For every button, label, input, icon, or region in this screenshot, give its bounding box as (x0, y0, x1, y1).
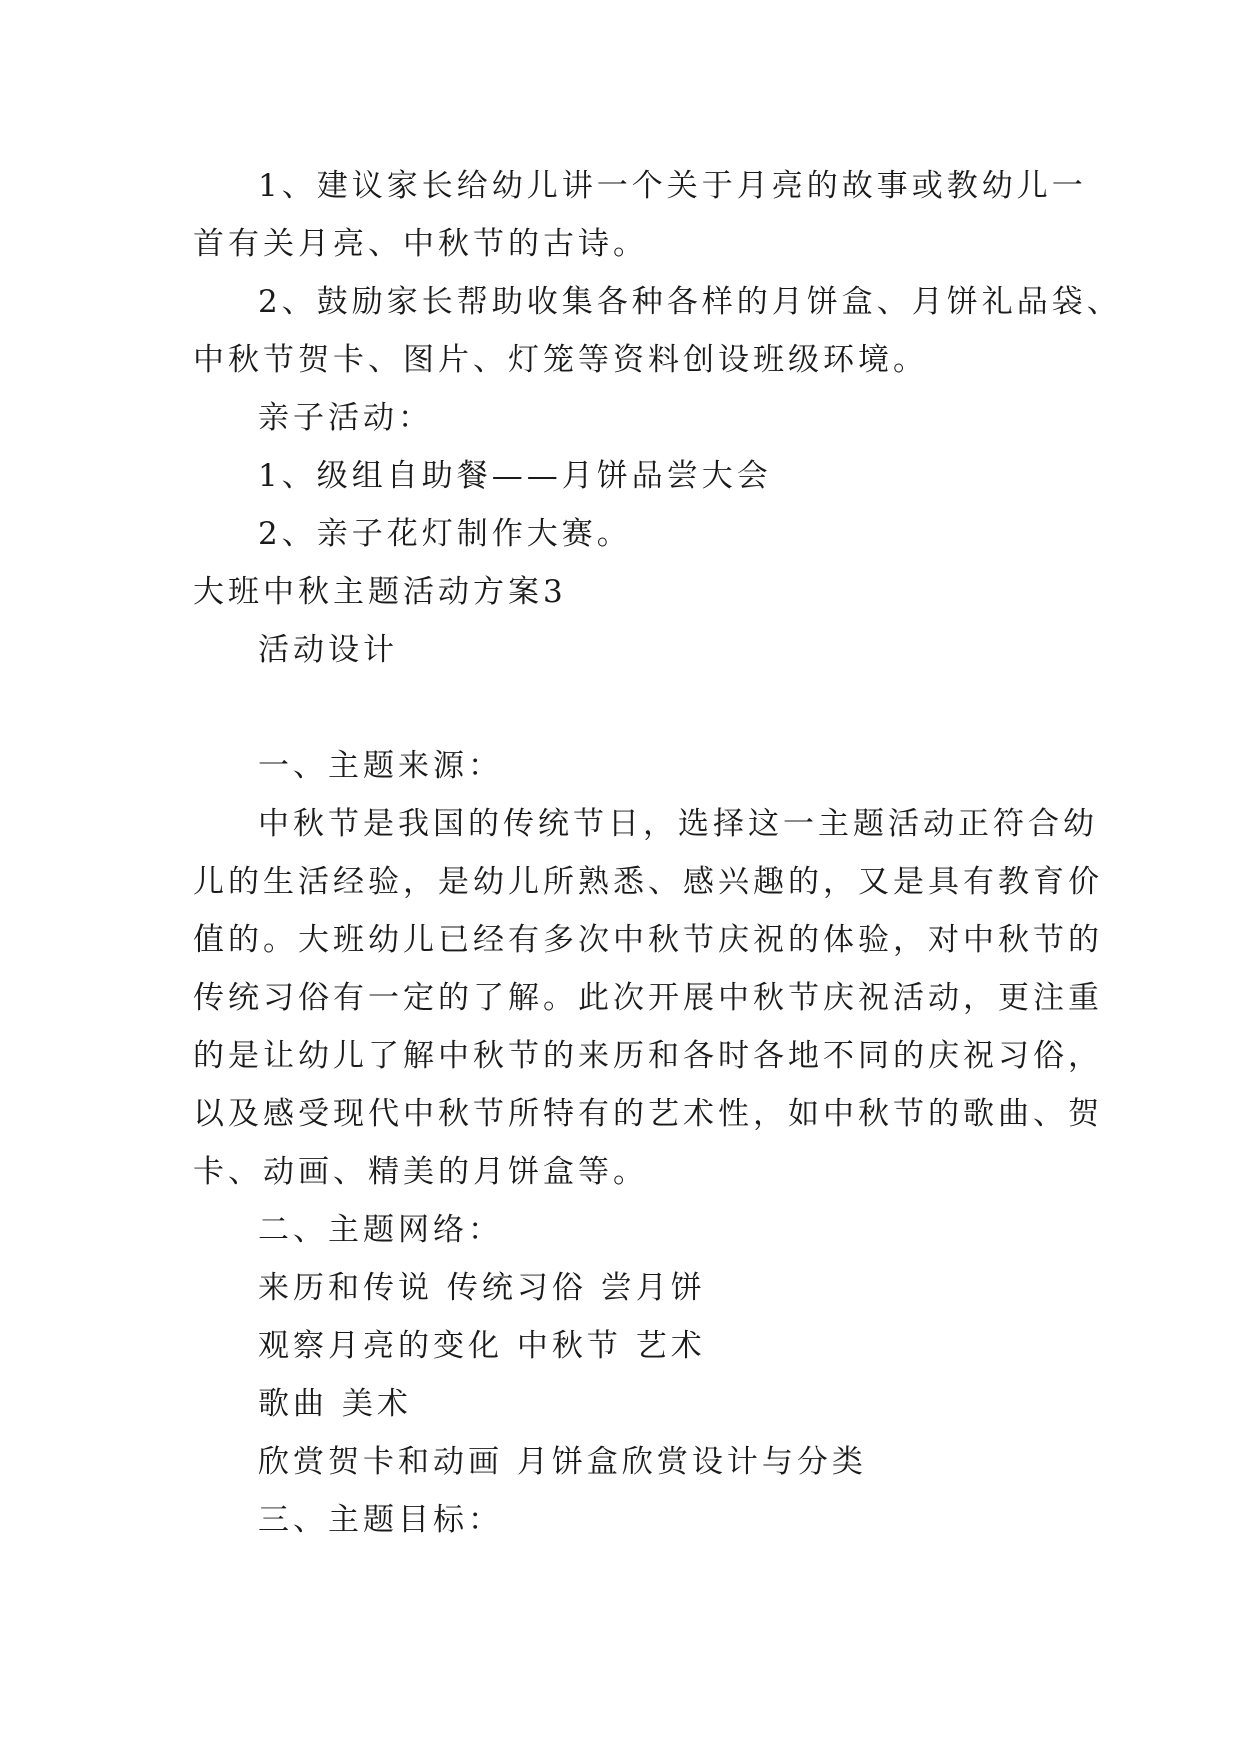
paragraph-line: 2、鼓励家长帮助收集各种各样的月饼盒、月饼礼品袋、 (258, 284, 1122, 320)
paragraph-line: 以及感受现代中秋节所特有的艺术性，如中秋节的歌曲、贺 (193, 1096, 1103, 1132)
section-label: 一、主题来源： (258, 748, 503, 784)
paragraph-line: 中秋节贺卡、图片、灯笼等资料创设班级环境。 (193, 342, 928, 378)
network-row: 来历和传说 传统习俗 尝月饼 (258, 1270, 706, 1306)
subheading: 活动设计 (258, 632, 398, 668)
paragraph-line: 首有关月亮、中秋节的古诗。 (193, 226, 648, 262)
section-label: 三、主题目标： (258, 1502, 503, 1538)
network-row: 歌曲 美术 (258, 1386, 412, 1422)
network-row: 观察月亮的变化 中秋节 艺术 (258, 1328, 706, 1364)
section-heading: 大班中秋主题活动方案3 (193, 574, 567, 610)
network-row: 欣赏贺卡和动画 月饼盒欣赏设计与分类 (258, 1444, 867, 1480)
paragraph-line: 值的。大班幼儿已经有多次中秋节庆祝的体验，对中秋节的 (193, 922, 1103, 958)
list-item: 1、级组自助餐——月饼品尝大会 (258, 458, 772, 494)
section-label: 二、主题网络： (258, 1212, 503, 1248)
list-item: 2、亲子花灯制作大赛。 (258, 516, 632, 552)
paragraph-line: 儿的生活经验，是幼儿所熟悉、感兴趣的，又是具有教育价 (193, 864, 1103, 900)
section-label: 亲子活动： (258, 400, 433, 436)
paragraph-line: 的是让幼儿了解中秋节的来历和各时各地不同的庆祝习俗， (193, 1038, 1103, 1074)
paragraph-line: 卡、动画、精美的月饼盒等。 (193, 1154, 648, 1190)
paragraph-line: 中秋节是我国的传统节日，选择这一主题活动正符合幼 (258, 806, 1098, 842)
paragraph-line: 1、建议家长给幼儿讲一个关于月亮的故事或教幼儿一 (258, 168, 1087, 204)
paragraph-line: 传统习俗有一定的了解。此次开展中秋节庆祝活动，更注重 (193, 980, 1103, 1016)
